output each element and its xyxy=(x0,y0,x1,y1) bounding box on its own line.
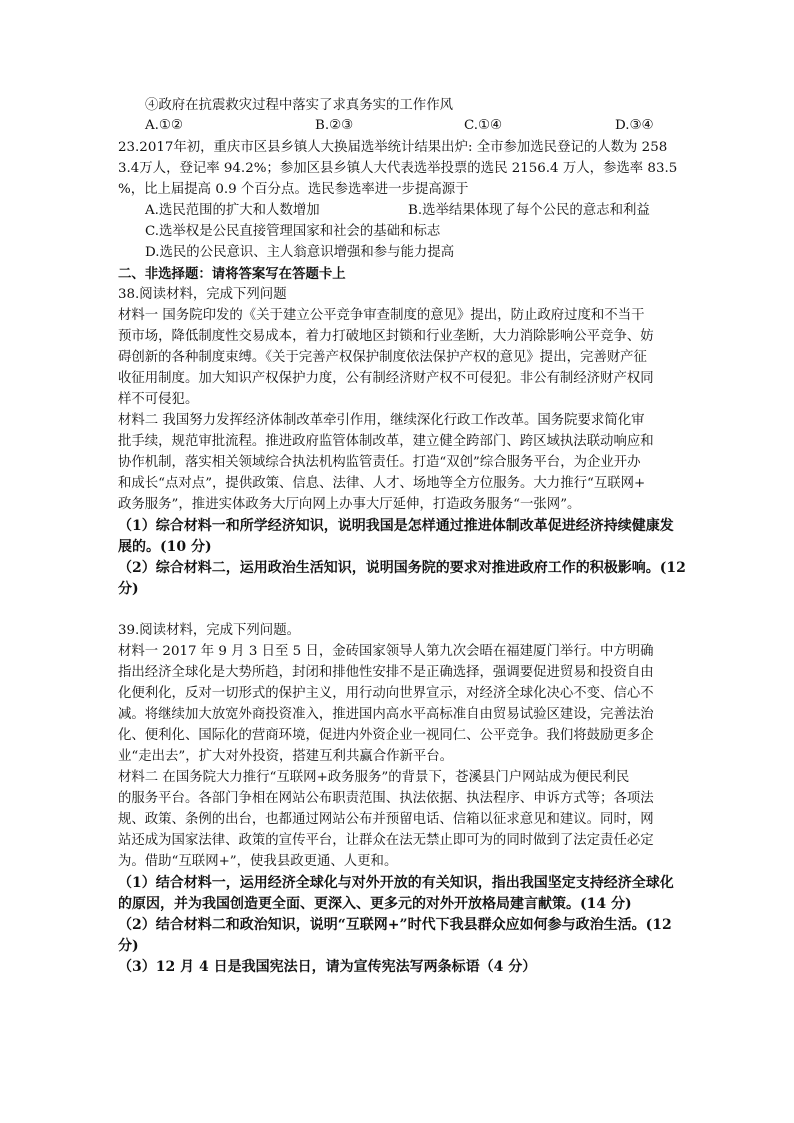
q23-stem-line: 23.2017年初，重庆市区县乡镇人大换届选举统计结果出炉: 全市参加选民登记的人数为 258 xyxy=(118,140,668,155)
q38-material1-line: 预市场，降低制度性交易成本，着力打破地区封锁和行业垄断，大力消除影响公平竞争、妨 xyxy=(118,329,654,344)
q39-question3: （3）12 月 4 日是我国宪法日，请为宣传宪法写两条标语（4 分） xyxy=(118,959,537,975)
q22-option-d: D.③④ xyxy=(615,118,654,133)
q39-material2-line: 为。借助“互联网+”，使我县政更通、人更和。 xyxy=(118,854,398,869)
q38-question2-line: 分) xyxy=(118,581,139,597)
q39-question2-line: （2）结合材料二和政治知识，说明“互联网+”时代下我县群众应如何参与政治生活。(12 xyxy=(118,917,672,933)
q23-stem-line: 3.4万人，登记率 94.2%；参加区县乡镇人大代表选举投票的选民 2156.4 万人，参选率 83.5 xyxy=(118,161,678,176)
section-heading: 二、非选择题：请将答案写在答题卡上 xyxy=(118,266,346,282)
q38-material2-line: 政务服务”，推进实体政务大厅向网上办事大厅延伸，打造政务服务“一张网”。 xyxy=(118,497,581,512)
q38-material2-line: 批手续，规范审批流程。推进政府监管体制改革，建立健全跨部门、跨区域执法联动响应和 xyxy=(118,434,654,449)
q39-material2-line: 的服务平台。各部门争相在网站公布职责范围、执法依据、执法程序、申诉方式等；各项法 xyxy=(118,791,654,806)
q23-option-c: C.选举权是公民直接管理国家和社会的基础和标志 xyxy=(145,224,441,239)
q39-material2-line: 规、政策、条例的出台，也都通过网站公布并预留电话、信箱以征求意见和建议。同时，网 xyxy=(118,812,654,827)
q39-question1-line: （1）结合材料一，运用经济全球化与对外开放的有关知识，指出我国坚定支持经济全球化 xyxy=(118,875,674,891)
q23-option-d: D.选民的公民意识、主人翁意识增强和参与能力提高 xyxy=(145,245,455,260)
q22-option-a: A.①② xyxy=(145,118,183,133)
q39-material2-line: 站还成为国家法律、政策的宣传平台，让群众在法无禁止即可为的同时做到了法定责任必定 xyxy=(118,833,654,848)
q39-material1-line: 减。将继续加大放宽外商投资准入，推进国内高水平高标准自由贸易试验区建设，完善法治 xyxy=(118,707,654,722)
q39-title: 39.阅读材料，完成下列问题。 xyxy=(118,623,300,638)
q23-option-b: B.选举结果体现了每个公民的意志和利益 xyxy=(408,203,650,218)
q38-material1-line: 碍创新的各种制度束缚。《关于完善产权保护制度依法保护产权的意见》提出，完善财产征 xyxy=(118,350,647,365)
q23-option-a: A.选民范围的扩大和人数增加 xyxy=(145,203,320,218)
q39-material1-line: 材料一 2017 年 9 月 3 日至 5 日，金砖国家领导人第九次会晤在福建厦门举行。中方明确 xyxy=(118,644,654,659)
q38-title: 38.阅读材料，完成下列问题 xyxy=(118,287,287,302)
q38-material2-line: 和成长“点对点”，提供政策、信息、法律、人才、场地等全方位服务。大力推行“互联网+ xyxy=(118,476,646,491)
q39-material1-line: 化便利化，反对一切形式的保护主义，用行动向世界宣示，对经济全球化决心不变、信心不 xyxy=(118,686,654,701)
q39-material1-line: 业“走出去”，扩大对外投资，搭建互利共赢合作新平台。 xyxy=(118,749,454,764)
q39-question1-line: 的原因，并为我国创造更全面、更深入、更多元的对外开放格局建言献策。(14 分) xyxy=(118,896,632,912)
q38-material2-line: 协作机制，落实相关领域综合执法机构监管责任。打造“双创”综合服务平台，为企业开办 xyxy=(118,455,641,470)
q38-material2-line: 材料二 我国努力发挥经济体制改革牵引作用，继续深化行政工作改革。国务院要求简化审 xyxy=(118,413,645,428)
q38-material1-line: 收征用制度。加大知识产权保护力度，公有制经济财产权不可侵犯。非公有制经济财产权同 xyxy=(118,371,654,386)
q38-question2-line: （2）综合材料二，运用政治生活知识，说明国务院的要求对推进政府工作的积极影响。(12 xyxy=(118,560,686,576)
q38-question1-line: 展的。(10 分) xyxy=(118,539,212,555)
q39-material1-line: 化、便利化、国际化的营商环境，促进内外资企业一视同仁、公平竞争。我们将鼓励更多企 xyxy=(118,728,654,743)
q22-option-b: B.②③ xyxy=(315,118,354,133)
q38-material1-line: 材料一 国务院印发的《关于建立公平竞争审查制度的意见》提出，防止政府过度和不当干 xyxy=(118,308,645,323)
q39-material2-line: 材料二 在国务院大力推行“互联网+政务服务”的背景下，苍溪县门户网站成为便民利民 xyxy=(118,770,630,785)
q22-option-c: C.①④ xyxy=(464,118,503,133)
q22-item4: ④政府在抗震救灾过程中落实了求真务实的工作作风 xyxy=(145,98,453,113)
q23-stem-line: %，比上届提高 0.9 个百分点。选民参选率进一步提高源于 xyxy=(118,182,469,197)
q38-material1-line: 样不可侵犯。 xyxy=(118,392,199,407)
q39-material1-line: 指出经济全球化是大势所趋，封闭和排他性安排不是正确选择，强调要促进贸易和投资自由 xyxy=(118,665,654,680)
q38-question1-line: （1）综合材料一和所学经济知识，说明我国是怎样通过推进体制改革促进经济持续健康发 xyxy=(118,518,674,534)
q39-question2-line: 分) xyxy=(118,938,139,954)
